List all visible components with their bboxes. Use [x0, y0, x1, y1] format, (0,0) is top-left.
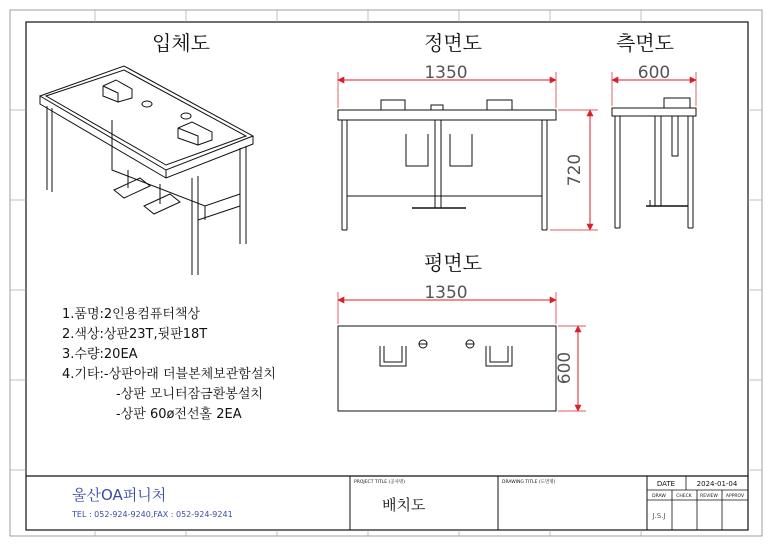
front-view-title: 정면도 [424, 31, 482, 55]
project-title-label: PROJECT TITLE (공사명) [354, 480, 406, 485]
check-label: CHECK [676, 494, 692, 499]
plan-width-label: 1350 [424, 283, 468, 303]
project-title: 배치도 [382, 496, 426, 514]
drawing-title-label: DRAWING TITLE (도면명) [502, 480, 556, 485]
date-value: 2024-01-04 [696, 480, 738, 488]
company-contact: TEL : 052-924-9240,FAX : 052-924-9241 [72, 510, 233, 519]
front-width-label: 1350 [424, 63, 468, 83]
note-line: -상판 모니터잠금환봉설치 [116, 387, 263, 402]
isometric-view [40, 66, 253, 275]
side-view-title: 측면도 [616, 31, 674, 55]
front-view [338, 100, 556, 230]
side-view [612, 98, 696, 228]
approve-label: APPROV [725, 494, 745, 499]
draw-label: DRAW [652, 494, 666, 499]
review-label: REVIEW [700, 494, 718, 499]
iso-view-title: 입체도 [152, 31, 210, 55]
drawn-by: J.S.J [652, 512, 666, 520]
date-label: DATE [656, 480, 676, 488]
note-line: 4.기타:-상판아래 더블본체보관함설치 [62, 367, 276, 382]
plan-view [338, 326, 556, 411]
plan-depth-label: 600 [555, 351, 575, 385]
company-name: 울산OA퍼니처 [72, 486, 167, 504]
plan-view-title: 평면도 [424, 251, 482, 275]
note-line: 1.품명:2인용컴퓨터책상 [62, 307, 201, 322]
note-line: 3.수량:20EA [62, 347, 138, 362]
note-line: -상판 60ø전선홀 2EA [116, 407, 242, 422]
side-depth-label: 600 [637, 63, 671, 83]
front-height-label: 720 [565, 153, 585, 187]
note-line: 2.색상:상판23T,뒷판18T [62, 327, 208, 342]
